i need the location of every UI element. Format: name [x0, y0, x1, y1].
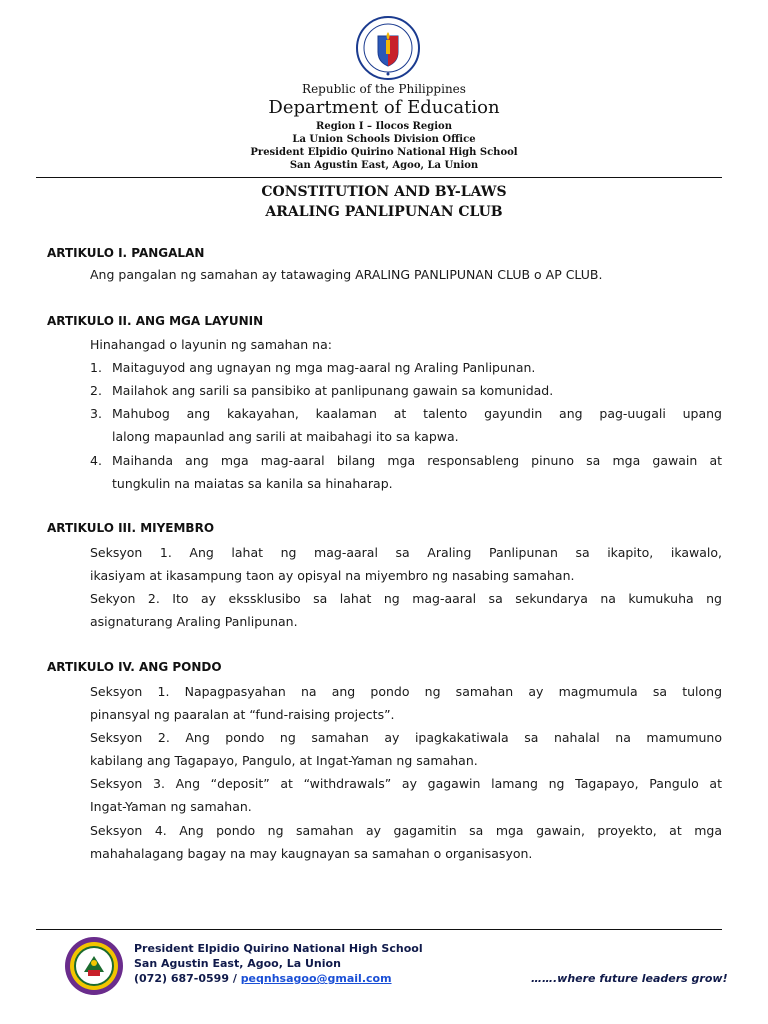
article-4-line: Seksyon 1. Napagpasyahan na ang pondo ng samahan ay magmumula sa tulong — [90, 684, 722, 699]
header-divider — [36, 177, 722, 178]
footer-email-link[interactable]: peqnhsagoo@gmail.com — [240, 972, 392, 985]
document-subtitle: ARALING PANLIPUNAN CLUB — [265, 204, 503, 220]
article-1-text: Ang pangalan ng samahan ay tatawaging ARALING PANLIPUNAN CLUB o AP CLUB. — [90, 267, 603, 282]
region-label: Region I – Ilocos Region — [316, 121, 452, 132]
article-4-line: Ingat-Yaman ng samahan. — [90, 799, 252, 814]
article-4-line: mahahalagang bagay na may kaugnayan sa samahan o organisasyon. — [90, 846, 533, 861]
article-3-line: Sekyon 2. Ito ay ekssklusibo sa lahat ng mag-aaral sa sekundarya na kumukuha ng — [90, 591, 722, 606]
list-item-text-cont: tungkulin na maiatas sa kanila sa hinaharap. — [112, 476, 393, 491]
list-item-number: 3. — [90, 406, 102, 421]
footer-slogan: …….where future leaders grow! — [531, 972, 728, 985]
article-4-line: Seksyon 4. Ang pondo ng samahan ay gagamitin sa mga gawain, proyekto, at mga — [90, 823, 722, 838]
deped-seal-logo — [356, 16, 420, 80]
list-item-text-cont: lalong mapaunlad ang sarili at maibahagi ito sa kapwa. — [112, 429, 459, 444]
document-title: CONSTITUTION AND BY-LAWS — [261, 184, 507, 200]
article-4-line: kabilang ang Tagapayo, Pangulo, at Ingat-Yaman ng samahan. — [90, 753, 478, 768]
list-item-number: 2. — [90, 383, 102, 398]
list-item-text: Mailahok ang sarili sa pansibiko at panlipunang gawain sa komunidad. — [112, 383, 554, 398]
school-logo — [64, 936, 124, 996]
list-item-text: Mahubog ang kakayahan, kaalaman at talento gayundin ang pag-uugali upang — [112, 406, 722, 421]
footer-address: San Agustin East, Agoo, La Union — [134, 957, 341, 970]
republic-label: Republic of the Philippines — [302, 82, 466, 96]
article-4-line: Seksyon 3. Ang “deposit” at “withdrawals” ay gagawin lamang ng Tagapayo, Pangulo at — [90, 776, 722, 791]
article-2-intro: Hinahangad o layunin ng samahan na: — [90, 337, 332, 352]
article-4-heading: ARTIKULO IV. ANG PONDO — [47, 660, 222, 674]
list-item-text: Maitaguyod ang ugnayan ng mga mag-aaral ng Araling Panlipunan. — [112, 360, 536, 375]
article-3-line: ikasiyam at ikasampung taon ay opisyal na miyembro ng nasabing samahan. — [90, 568, 575, 583]
article-2-heading: ARTIKULO II. ANG MGA LAYUNIN — [47, 314, 264, 328]
article-3-line: asignaturang Araling Panlipunan. — [90, 614, 298, 629]
list-item-number: 1. — [90, 360, 102, 375]
list-item-text: Maihanda ang mga mag-aaral bilang mga responsableng pinuno sa mga gawain at — [112, 453, 722, 468]
article-3-heading: ARTIKULO III. MIYEMBRO — [47, 521, 215, 535]
article-4-line: pinansyal ng paaralan at “fund-raising projects”. — [90, 707, 395, 722]
footer-school-name: President Elpidio Quirino National High School — [134, 942, 423, 955]
article-3-line: Seksyon 1. Ang lahat ng mag-aaral sa Araling Panlipunan sa ikapito, ikawalo, — [90, 545, 722, 560]
footer-divider — [36, 929, 722, 930]
list-item-number: 4. — [90, 453, 102, 468]
division-label: La Union Schools Division Office — [292, 134, 476, 145]
department-title: Department of Education — [268, 97, 500, 118]
article-1-heading: ARTIKULO I. PANGALAN — [47, 246, 205, 260]
address-label: San Agustin East, Agoo, La Union — [289, 160, 479, 171]
article-4-line: Seksyon 2. Ang pondo ng samahan ay ipagkakatiwala sa nahalal na mamumuno — [90, 730, 722, 745]
school-label: President Elpidio Quirino National High School — [250, 147, 518, 158]
footer-phone: (072) 687-0599 / — [134, 972, 237, 985]
footer-contact — [134, 972, 392, 985]
